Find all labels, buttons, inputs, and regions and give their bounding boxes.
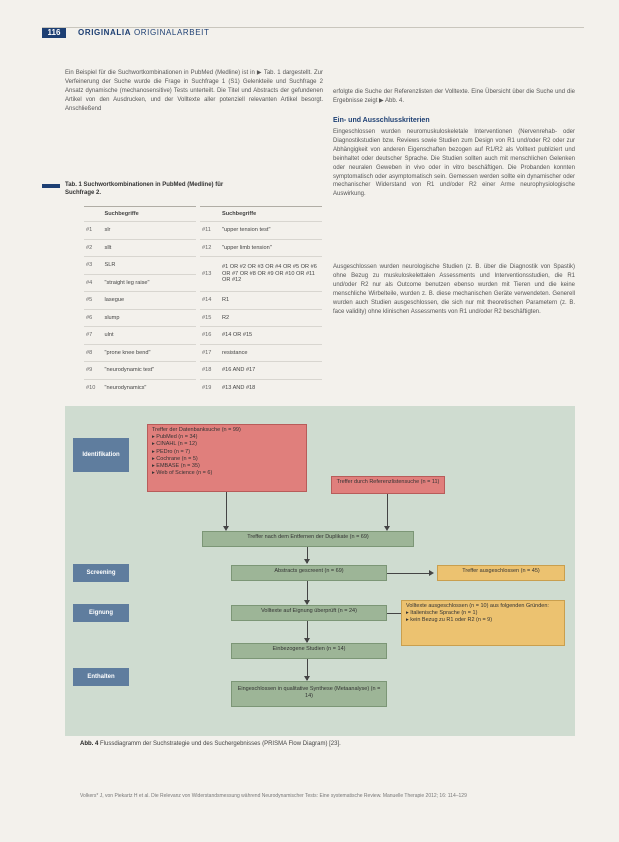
table-row: #13 #1 OR #2 OR #3 OR #4 OR #5 OR #6 OR #7 OR #8 OR #9 OR #10 OR #11 OR #12 — [200, 257, 322, 292]
left-column-paragraph: Ein Beispiel für die Suchwortkombinationen in PubMed (Medline) ist in ▶ Tab. 1 dargestellt. Zur Verfeinerung der Suche wurde die Frage in Suchfrage 1 (S1) Gelenkteile und Suchfrage 2 Ansatz dynamische (mechanosensitive) Tests unterteilt. Die Titel und Abstracts der gefundenen Artikel von den Ausdrucken, und der Volltexte aller potenziell relevanten Artikel besorgt. Anschließend — [65, 70, 323, 112]
figure-caption-text: Flussdiagramm der Suchstrategie und des Suchergebnisses (PRISMA Flow Diagram) [23]. — [100, 741, 341, 747]
figure-caption — [80, 741, 341, 747]
excluded-fulltext-box: Volltexte ausgeschlossen (n = 10) aus folgenden Gründen: ▸ Italienische Sprache (n = 1) ▸ kein Bezug zu R1 oder R2 (n = 9) — [401, 600, 565, 646]
table-row: #16 #14 OR #15 — [200, 327, 322, 345]
table-row: #6 slump — [84, 309, 196, 327]
table-row: #11 "upper tension test" — [200, 222, 322, 240]
table-header: Suchbegriffe — [103, 207, 196, 222]
included-studies-box: Einbezogene Studien (n = 14) — [231, 643, 387, 659]
table-row: #2 sllt — [84, 239, 196, 257]
figure-caption-label: Abb. 4 — [80, 741, 99, 747]
exclusion-paragraph: Ausgeschlossen wurden neurologische Studien (z. B. über die Diagnostik von Spastik) ohne Bezug zu muskuloskelettalen Assessments und Interventionsstudien, die R1 und/oder R2 nur als Outcome benutzen ebenso wurden mit Tieren und die keine menschliche Wirbelteile, wurden z. B. diese mechanischen Geräte verwendeten. Generell wurden auch Studien ausgeschlossen, die sich nur mit theoretischen Parametern (z. B. face validity) ohne klinischen Assessments von R1 und/oder R2 beschäftigten. — [333, 264, 575, 315]
table-row: #12 "upper limb tension" — [200, 239, 322, 257]
table-row: #18 #16 AND #17 — [200, 362, 322, 380]
list-item: ▸ Cochrane (n = 5) — [152, 455, 198, 462]
table-caption: Tab. 1 Suchwortkombinationen in PubMed (Medline) für Suchfrage 2. — [65, 182, 224, 196]
list-item: ▸ CINAHL (n = 12) — [152, 441, 197, 448]
screened-box: Abstracts gescreent (n = 69) — [231, 565, 387, 581]
inclusion-paragraph: Eingeschlossen wurden neuromuskuloskeletale Interventionen (Nervenrehab- oder Diagnostikstudien bzw. Reviews sowie Studien zum Design von R1 und/oder R2 oder zur Abhängigkeit von anderen Eigenschaften bezogen auf R1/R2 als Volltext publiziert und beinhaltet oder deutscher Sprache. Die Studien sollten auch mit menschlichen Gelenken oder neuralen Geweben in vivo oder in vitro beschäftigen. Die Probanden konnten symptomatisch oder asymptomatisch sein. Gemessen werden sollte ein dynamischer oder mechanischer Widerstand von R1 und/oder R2 einer Arme neurophysiologische Auswirkung. — [333, 129, 575, 198]
table-row: #8 "prone knee bend" — [84, 344, 196, 362]
page-number: 116 — [42, 28, 66, 38]
list-item: ▸ EMBASE (n = 35) — [152, 463, 200, 470]
running-head-subsection: ORIGINALARBEIT — [133, 28, 210, 37]
stage-screening: Screening — [73, 564, 129, 582]
list-item: ▸ PEDro (n = 7) — [152, 448, 191, 455]
right-column-intro: erfolgte die Suche der Referenzlisten der Volltexte. Eine Übersicht über die Suche und die Ergebnisse zeigt ▶ Abb. 4. — [333, 89, 575, 104]
stage-included: Enthalten — [73, 668, 129, 686]
excluded-screening-box: Treffer ausgeschlossen (n = 45) — [437, 565, 565, 581]
search-table-left — [84, 206, 196, 396]
table-header: Suchbegriffe — [220, 207, 322, 222]
table-row: #7 ulnt — [84, 327, 196, 345]
section-title: Ein- und Ausschlusskriterien — [333, 117, 430, 124]
fulltext-box: Volltexte auf Eignung überprüft (n = 24) — [231, 605, 387, 621]
list-item: ▸ kein Bezug zu R1 oder R2 (n = 9) — [406, 617, 493, 624]
after-duplicates-box: Treffer nach dem Entfernen der Duplikate (n = 69) — [202, 531, 414, 547]
table-row: #10 "neurodynamics" — [84, 379, 196, 396]
stage-identification: Identifikation — [73, 438, 129, 472]
running-head — [78, 28, 209, 37]
identified-records-box: Treffer der Datenbanksuche (n = 99) ▸ PubMed (n = 34) ▸ CINAHL (n = 12) ▸ PEDro (n = 7) ▸ Cochrane (n = 5) ▸ EMBASE (n = 35) ▸ Web of Science (n = 6) — [147, 424, 307, 492]
table-caption-marker — [42, 184, 60, 188]
table-row: #17 resistance — [200, 344, 322, 362]
table-row: #4 "straight leg raise" — [84, 274, 196, 292]
list-item: ▸ Web of Science (n = 6) — [152, 470, 213, 477]
list-item: ▸ Italienische Sprache (n = 1) — [406, 610, 478, 617]
synthesis-box: Eingeschlossen in qualitative Synthese (Metaanalyse) (n = 14) — [231, 681, 387, 707]
table-row: #14 R1 — [200, 292, 322, 310]
table-row: #9 "neurodynamic test" — [84, 362, 196, 380]
table-row: #19 #13 AND #18 — [200, 379, 322, 396]
list-item: ▸ PubMed (n = 34) — [152, 434, 198, 441]
table-row: #5 lasegue — [84, 292, 196, 310]
table-row: #3 SLR — [84, 257, 196, 275]
additional-records-box: Treffer durch Referenzlistensuche (n = 11) — [331, 476, 445, 494]
stage-eligibility: Eignung — [73, 604, 129, 622]
table-row: #1 slr — [84, 222, 196, 240]
running-head-section: ORIGINALIA — [78, 28, 132, 37]
table-row: #15 R2 — [200, 309, 322, 327]
page-footer: Volkers* J, von Piekartz H et al. Die Relevanz von Widerstandsmessung während Neurodynamischer Tests: Eine systematische Review. Manuelle Therapie 2012; 16: 114–129 — [80, 793, 467, 799]
prisma-flow-panel — [65, 406, 575, 736]
search-table-right — [200, 206, 322, 396]
